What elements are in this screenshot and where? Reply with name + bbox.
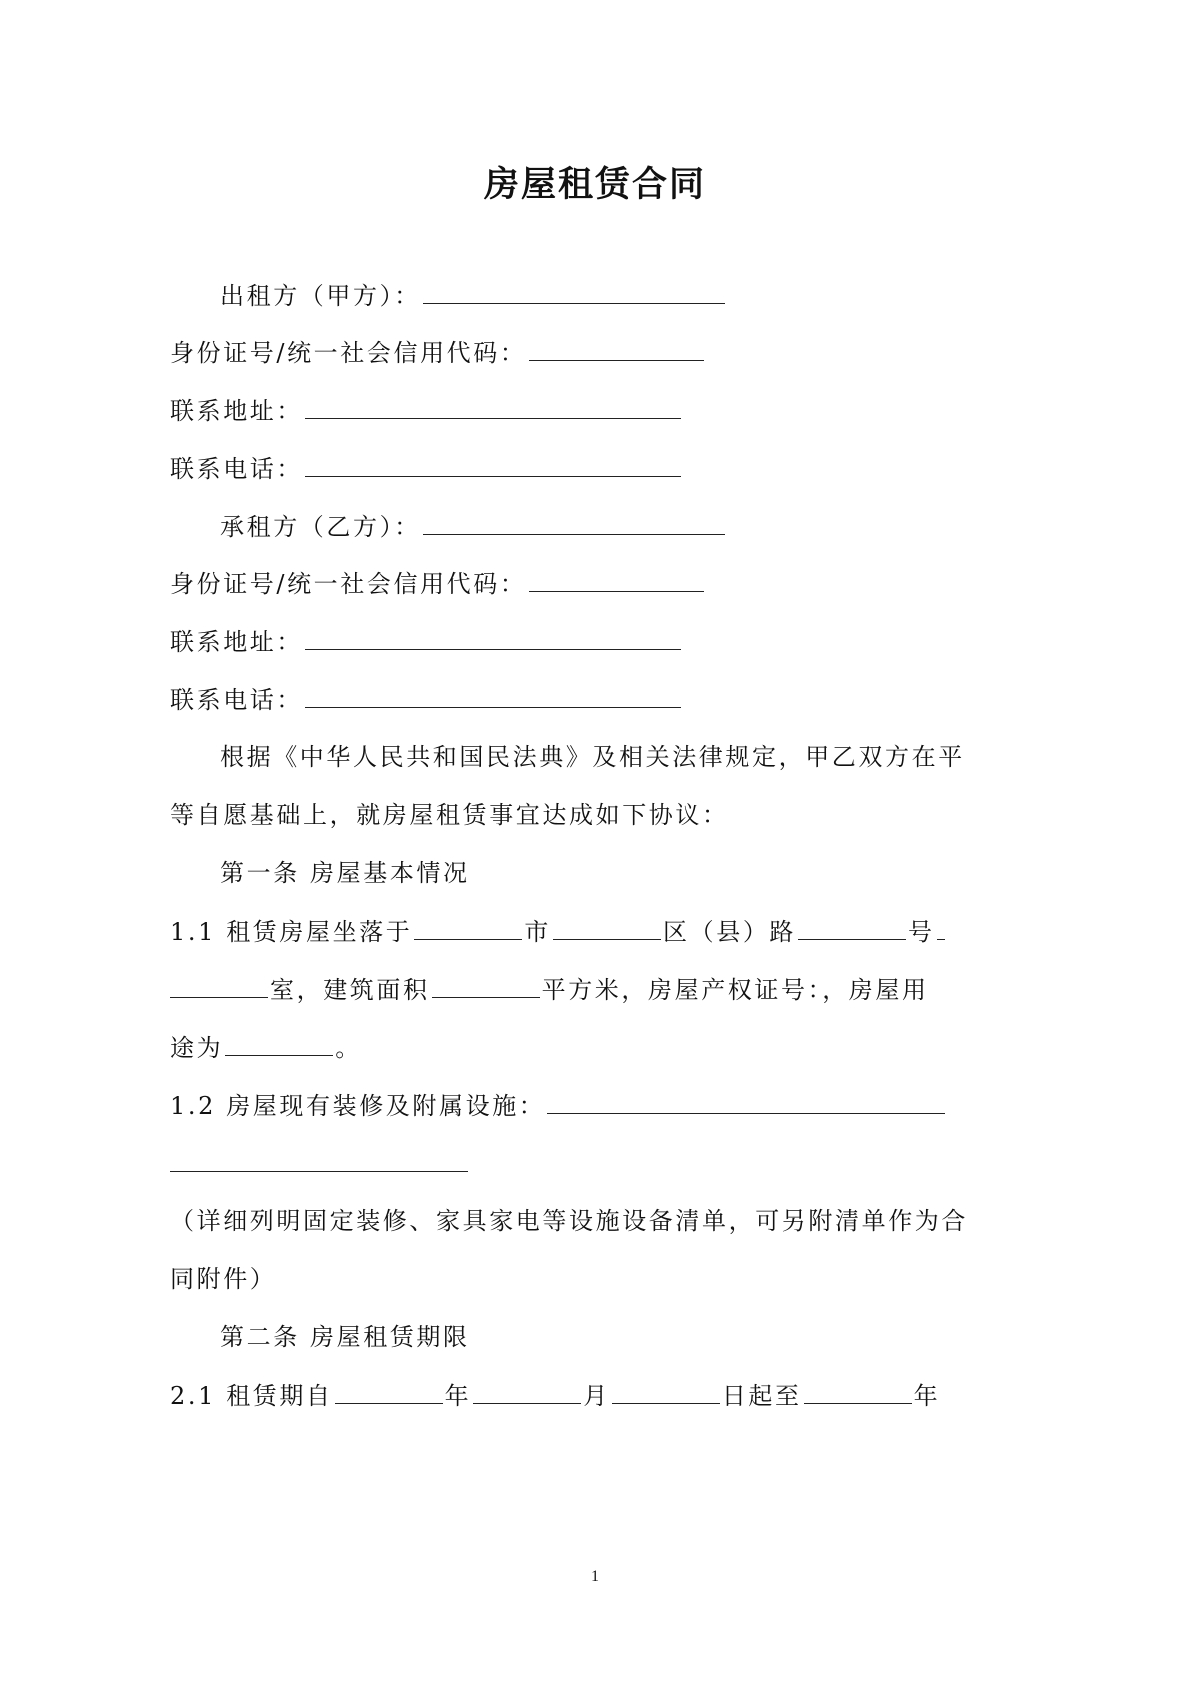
- clause-1-1-line-3: [170, 1029, 362, 1065]
- city-field[interactable]: [414, 913, 522, 940]
- clause-1-1-line-1: [170, 913, 947, 949]
- party-b-label: 承租方（乙方）：: [220, 513, 421, 541]
- facilities-continuation-line: [170, 1145, 470, 1181]
- party-b-name-field[interactable]: [423, 508, 725, 535]
- number-label: 号: [908, 918, 935, 946]
- party-a-line: [220, 277, 727, 313]
- party-a-id-line: [170, 334, 706, 370]
- facilities-note-line-1: （详细列明固定装修、家具家电等设施设备清单，可另附清单作为合: [170, 1207, 968, 1235]
- party-b-phone-line: [170, 681, 683, 717]
- district-field[interactable]: [553, 913, 661, 940]
- party-b-phone-label: 联系电话：: [170, 686, 303, 714]
- use-field[interactable]: [225, 1029, 333, 1056]
- party-b-id-field[interactable]: [529, 565, 704, 592]
- clause-2-1-prefix: 2.1 租赁期自: [170, 1382, 333, 1410]
- party-a-id-label: 身份证号/统一社会信用代码：: [170, 339, 527, 367]
- party-b-address-line: [170, 623, 683, 659]
- day-to-label: 日起至: [721, 1382, 802, 1410]
- city-label: 市: [524, 918, 552, 946]
- start-year-label: 年: [444, 1382, 472, 1410]
- party-a-name-field[interactable]: [423, 277, 725, 304]
- end-year-label: 年: [913, 1382, 941, 1410]
- page-number: 1: [591, 1568, 599, 1585]
- party-b-id-line: [170, 565, 706, 601]
- party-a-id-field[interactable]: [529, 334, 704, 361]
- party-a-address-label: 联系地址：: [170, 397, 303, 425]
- party-a-label: 出租方（甲方）：: [220, 282, 421, 310]
- party-a-phone-field[interactable]: [305, 450, 681, 477]
- number-field[interactable]: [937, 913, 945, 940]
- clause-1-1-prefix: 1.1 租赁房屋坐落于: [170, 918, 413, 946]
- clause-2-1-line: [170, 1377, 940, 1413]
- document-title: 房屋租赁合同: [483, 164, 706, 205]
- start-month-label: 月: [583, 1382, 610, 1410]
- party-b-id-label: 身份证号/统一社会信用代码：: [170, 570, 527, 598]
- article-2-heading: 第二条 房屋租赁期限: [220, 1323, 470, 1351]
- party-a-phone-line: [170, 450, 683, 486]
- end-year-field[interactable]: [804, 1377, 912, 1404]
- clause-1-2-label: 1.2 房屋现有装修及附属设施：: [170, 1092, 546, 1120]
- facilities-field-continued[interactable]: [170, 1145, 468, 1172]
- party-b-phone-field[interactable]: [305, 681, 681, 708]
- district-road-label: 区（县）路: [663, 918, 797, 946]
- room-field[interactable]: [170, 971, 268, 998]
- party-a-address-line: [170, 392, 683, 428]
- start-year-field[interactable]: [335, 1377, 443, 1404]
- facilities-note-line-2: 同附件）: [170, 1265, 277, 1293]
- room-label: 室，建筑面积: [270, 976, 430, 1004]
- clause-1-1-end: 。: [335, 1034, 362, 1062]
- road-field[interactable]: [798, 913, 906, 940]
- article-1-heading: 第一条 房屋基本情况: [220, 859, 470, 887]
- start-month-field[interactable]: [473, 1377, 581, 1404]
- party-b-line: [220, 508, 727, 544]
- area-field[interactable]: [432, 971, 540, 998]
- area-unit-label: 平方米，房屋产权证号：，房屋用: [541, 976, 929, 1004]
- party-b-address-field[interactable]: [305, 623, 681, 650]
- start-day-field[interactable]: [612, 1377, 720, 1404]
- clause-1-2-line: [170, 1087, 947, 1123]
- facilities-field[interactable]: [547, 1087, 945, 1114]
- preamble-line-2: 等自愿基础上，就房屋租赁事宜达成如下协议：: [170, 801, 729, 829]
- party-a-phone-label: 联系电话：: [170, 455, 303, 483]
- clause-1-1-line-2: [170, 971, 929, 1007]
- preamble-line-1: 根据《中华人民共和国民法典》及相关法律规定，甲乙双方在平: [220, 743, 965, 771]
- party-a-address-field[interactable]: [305, 392, 681, 419]
- use-label: 途为: [170, 1034, 224, 1062]
- party-b-address-label: 联系地址：: [170, 628, 303, 656]
